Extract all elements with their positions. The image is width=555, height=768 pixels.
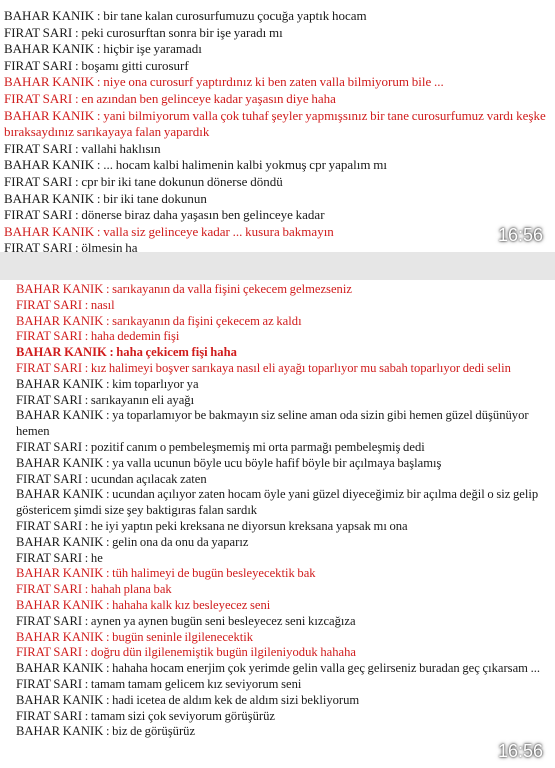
message-line: BAHAR KANIK : hadi icetea de aldım kek de aldım sizi bekliyorum <box>16 692 360 707</box>
message-line: BAHAR KANIK : yani bilmiyorum valla çok tuhaf şeyler yapmışsınız bir tane curosurfumuz vardı keşke bıraksaydınız sarıkayaya falan yapardık <box>4 107 546 140</box>
message-line: BAHAR KANIK : sarıkayanın da valla fişini çekecem gelmezseniz <box>16 282 352 296</box>
message-line: FIRAT SARI : haha dedemin fişi <box>16 329 180 344</box>
chat-screenshot-bottom <box>0 280 555 768</box>
message-line: FIRAT SARI : he iyi yaptın peki kreksana ne diyorsun kreksana yapsak mı ona <box>16 518 408 533</box>
timestamp-overlay: 16:56 <box>497 741 543 761</box>
message-line: FIRAT SARI : nasıl <box>16 297 115 312</box>
message-line: BAHAR KANIK : gelin ona da onu da yaparız <box>16 534 249 549</box>
message-line: BAHAR KANIK : hiçbir işe yaramadı <box>4 41 202 57</box>
message-line: BAHAR KANIK : ... hocam kalbi halimenin kalbi yokmuş cpr yapalım mı <box>4 157 387 173</box>
message-list <box>16 282 547 740</box>
message-line: BAHAR KANIK : biz de görüşürüz <box>16 724 196 739</box>
timestamp-overlay: 16:56 <box>497 225 543 245</box>
message-line: BAHAR KANIK : tüh halimeyi de bugün besleyecektik bak <box>16 566 316 581</box>
message-line: BAHAR KANIK : valla siz gelinceye kadar ... kusura bakmayın <box>4 223 334 239</box>
chat-screenshot-top <box>0 0 555 256</box>
message-line: BAHAR KANIK : kim toparlıyor ya <box>16 376 199 391</box>
message-line: FIRAT SARI : en azından ben gelinceye kadar yaşasın diye haha <box>4 90 336 106</box>
message-line: FIRAT SARI : kız halimeyi boşver sarıkaya nasıl eli ayağı toparlıyor mu sabah toparlıyor dedi selin <box>16 360 511 375</box>
message-line: BAHAR KANIK : ya valla ucunun böyle ucu böyle hafif böyle bir açılmaya başlamış <box>16 455 442 470</box>
message-line: FIRAT SARI : boşamı gitti curosurf <box>4 57 189 73</box>
message-line: BAHAR KANIK : bir iki tane dokunun <box>4 190 207 206</box>
message-line: BAHAR KANIK : ucundan açılıyor zaten hocam öyle yani güzel diyeceğimiz bir açılma değil o siz gelip göstericem şimdi size şey baktigıras falan sardık <box>16 487 539 518</box>
message-line: FIRAT SARI : ucundan açılacak zaten <box>16 471 207 486</box>
message-list <box>4 8 547 257</box>
message-line: BAHAR KANIK : niye ona curosurf yaptırdınız ki ben zaten valla bilmiyorum bile ... <box>4 74 444 90</box>
message-line: FIRAT SARI : tamam sizi çok seviyorum görüşürüz <box>16 708 275 723</box>
message-line: BAHAR KANIK : hahaha kalk kız besleyecez seni <box>16 597 271 612</box>
message-line: BAHAR KANIK : bugün seninle ilgilenecektik <box>16 629 254 644</box>
message-line: FIRAT SARI : pozitif canım o pembeleşmemiş mi orta parmağı pembeleşmiş dedi <box>16 439 425 454</box>
message-line: BAHAR KANIK : bir tane kalan curosurfumuzu çocuğa yaptık hocam <box>4 8 367 23</box>
message-line: FIRAT SARI : he <box>16 550 103 565</box>
message-line: FIRAT SARI : ölmesin ha <box>4 240 138 256</box>
message-line: BAHAR KANIK : ya toparlamıyor be bakmayın siz seline aman oda sizin gibi hemen güzel düşünüyor hemen <box>16 408 529 439</box>
message-line: FIRAT SARI : doğru dün ilgilenemiştik bugün ilgileniyoduk hahaha <box>16 645 356 660</box>
message-line: BAHAR KANIK : haha çekicem fişi haha <box>16 345 237 360</box>
message-line: FIRAT SARI : dönerse biraz daha yaşasın ben gelinceye kadar <box>4 207 325 223</box>
message-line: FIRAT SARI : tamam tamam gelicem kız seviyorum seni <box>16 676 302 691</box>
message-line: FIRAT SARI : aynen ya aynen bugün seni besleyecez seni kızcağıza <box>16 613 356 628</box>
message-line: BAHAR KANIK : hahaha hocam enerjim çok yerimde gelin valla geç gelirseniz buradan geç çıkarsam ... <box>16 661 541 676</box>
message-line: FIRAT SARI : peki curosurftan sonra bir işe yaradı mı <box>4 24 283 40</box>
message-line: FIRAT SARI : vallahi haklısın <box>4 140 161 156</box>
message-line: FIRAT SARI : cpr bir iki tane dokunun dönerse döndü <box>4 173 283 189</box>
message-line: FIRAT SARI : hahah plana bak <box>16 582 172 597</box>
message-line: BAHAR KANIK : sarıkayanın da fişini çekecem az kaldı <box>16 313 302 328</box>
message-line: FIRAT SARI : sarıkayanın eli ayağı <box>16 392 195 407</box>
